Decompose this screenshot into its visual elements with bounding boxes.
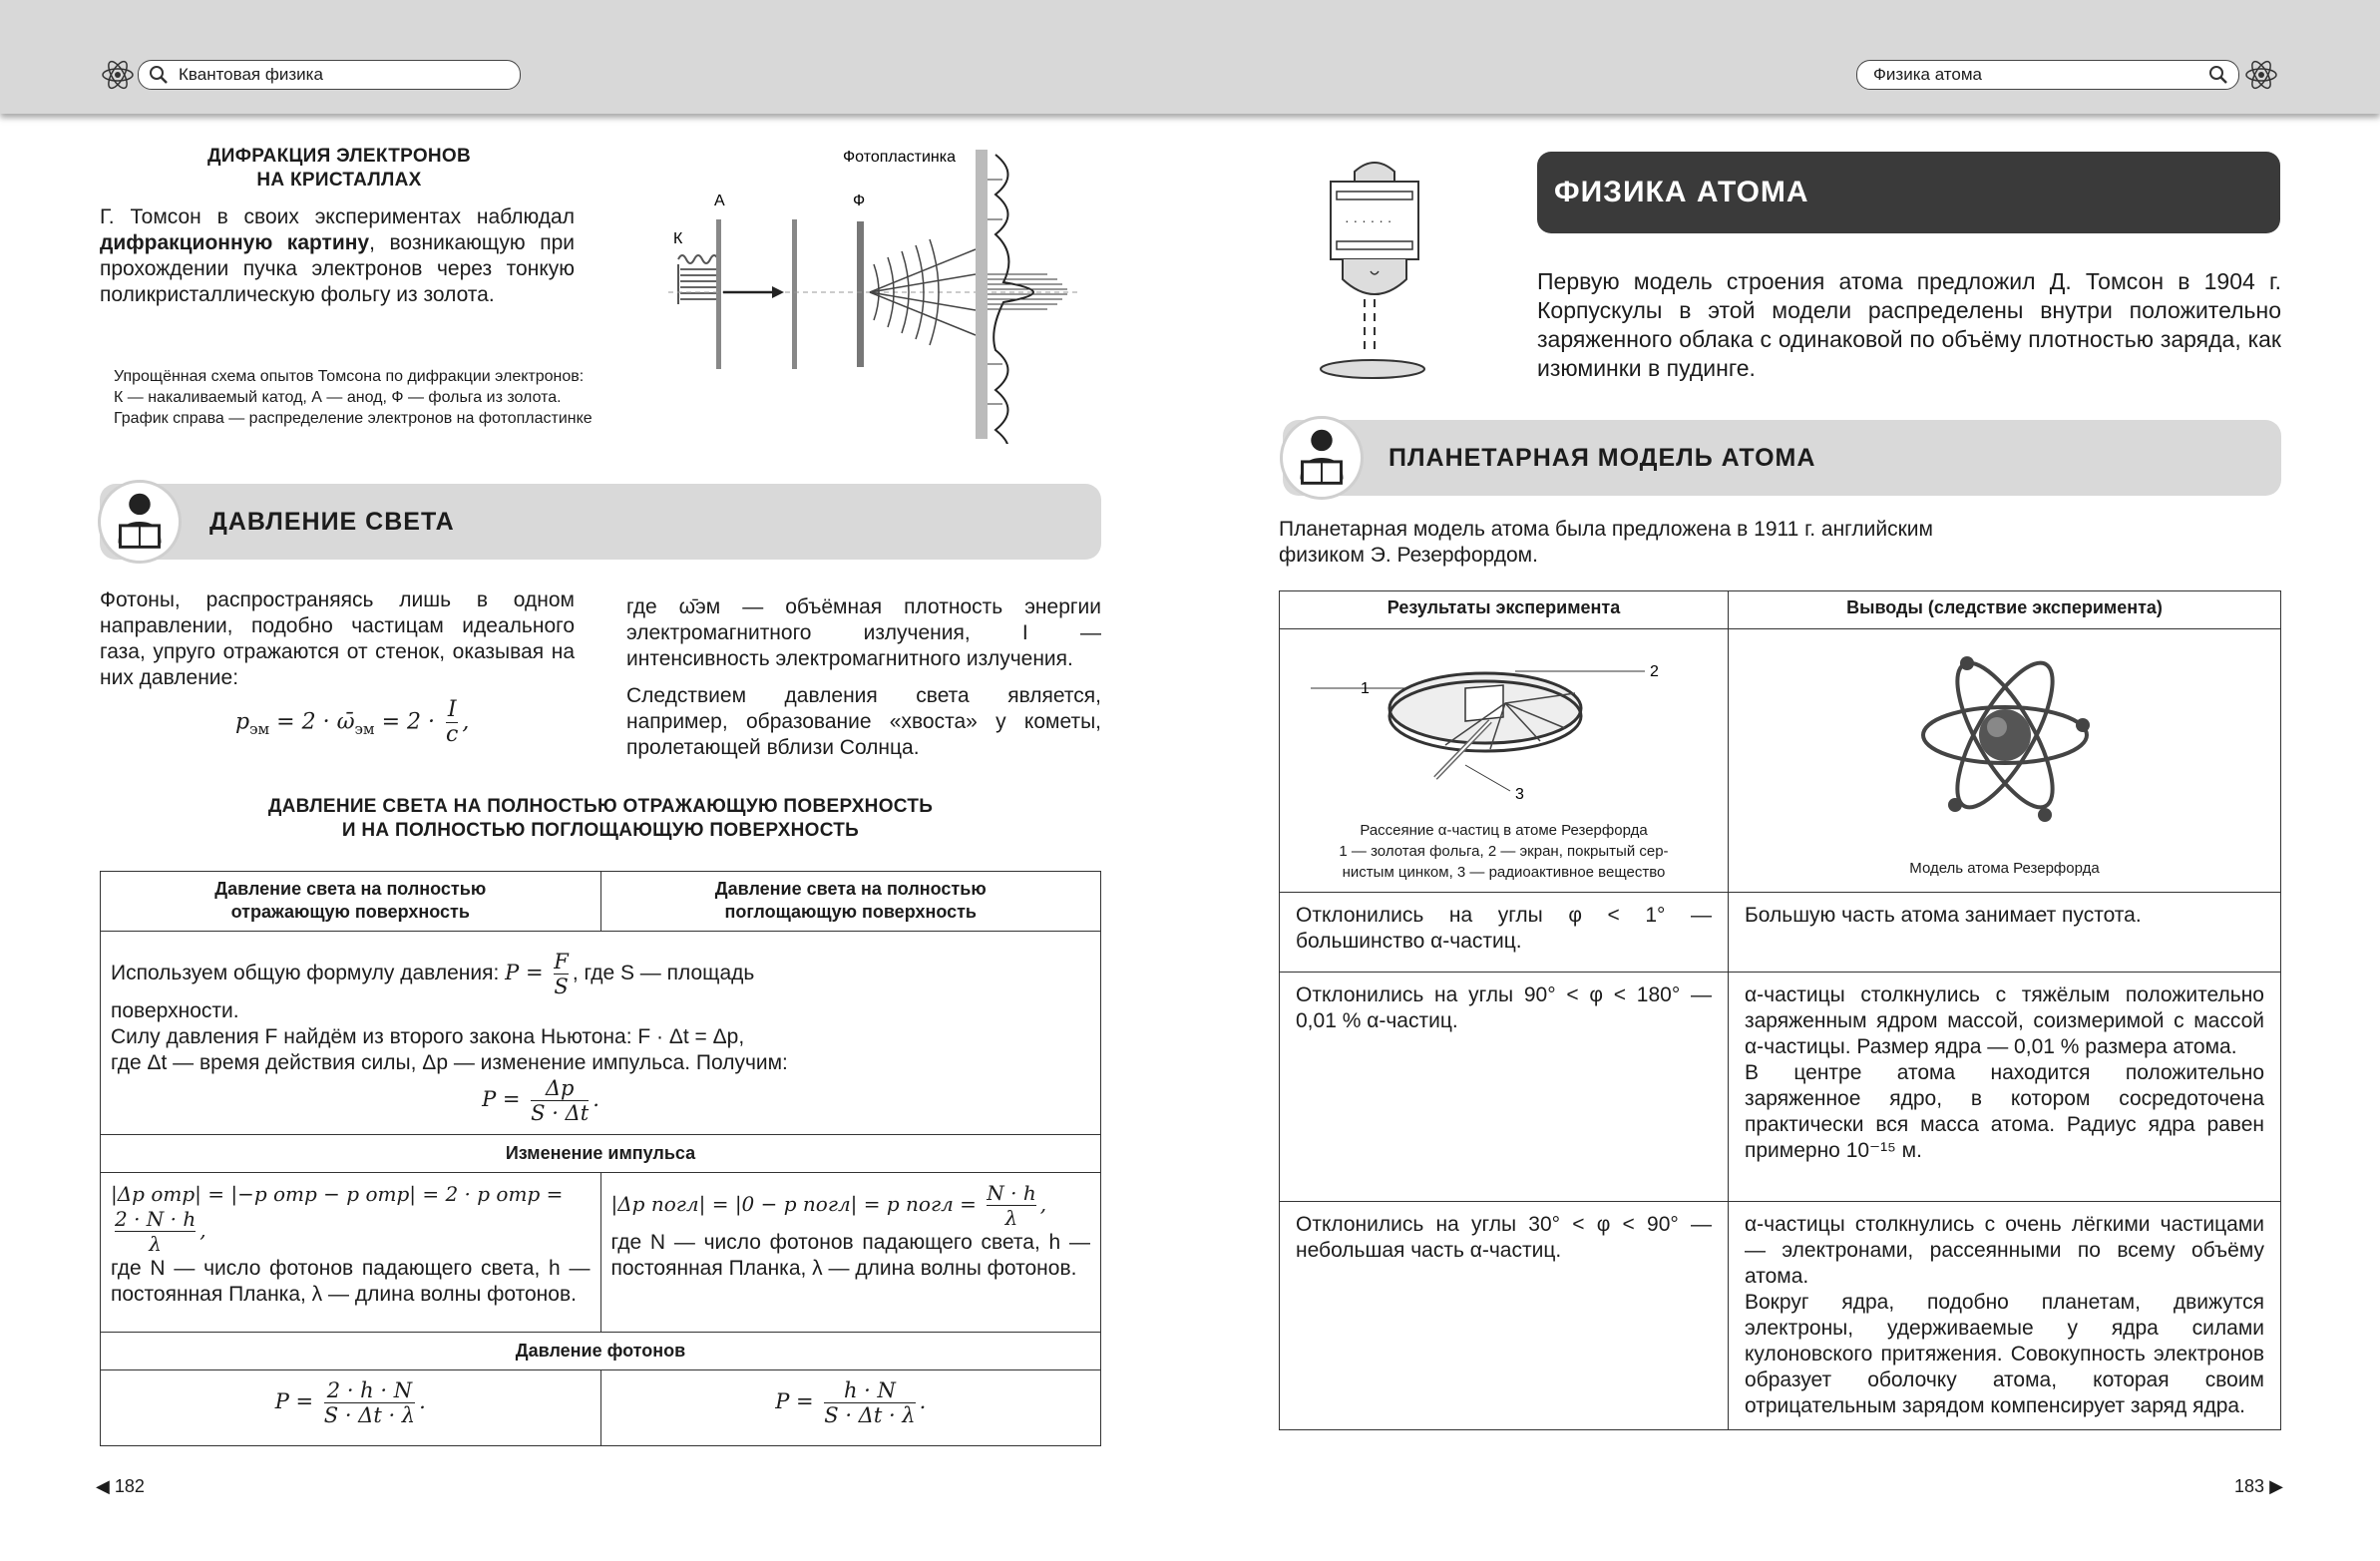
result-row-3-right: α-частицы столкнулись с очень лёгкими частицами — электронами, рассеянными по всему объёму атома. Вокруг ядра, подобно планетам, движутся электроны, удерживаемые у ядра силами кулоновского притяжения. Совокупность электронов образует оболочку атома, которая своим отрицательным зарядом компенсирует заряд ядра.	[1729, 1202, 2281, 1430]
absorb-pressure-cell: P = $\frac{h \cdot N}{S \cdot \Delta t \cdot \lambda}$ .	[600, 1370, 1101, 1446]
scattering-diagram	[1286, 633, 1721, 813]
scattering-figure-cell	[1280, 629, 1729, 893]
rutherford-atom-icon	[1915, 635, 2095, 855]
next-arrow-icon[interactable]: ▶	[2269, 1476, 2283, 1496]
table-header: Выводы (следствие эксперимента)	[1729, 591, 2281, 629]
right-search-text: Физика атома	[1873, 65, 1982, 84]
page-number-left[interactable]: ◀ 182	[96, 1476, 145, 1496]
light-pressure-para1: Фотоны, распространяясь лишь в одном направлении, подобно частицам идеального газа, упруго отражаются от стенок, оказывая на них давление:	[100, 588, 575, 689]
scattering-caption: Рассеяние α-частиц в атоме Резерфорда 1 — золотая фольга, 2 — экран, покрытый сер- нистым цинком, 3 — радиоактивное вещество	[1339, 822, 1669, 881]
light-pressure-para3: Следствием давления света является, например, образование «хвоста» у кометы, пролетающей вблизи Солнца.	[626, 684, 1101, 759]
search-icon	[149, 65, 169, 85]
pressure-table	[100, 871, 1101, 1446]
result-row-1-right: Большую часть атома занимает пустота.	[1729, 893, 2281, 973]
anode-label: А	[714, 193, 725, 209]
fig-label-2: 2	[1650, 663, 1659, 680]
prev-arrow-icon[interactable]: ◀	[96, 1476, 110, 1496]
general-formula-cell: Используем общую формулу давления: P = $\frac{F}{S}$ , где S — площадь поверхности. Силу давления F найдём из второго закона Ньютона: F · Δt = Δp, где Δt — время действия силы, Δp — изменение импульса. Получим: P = $\frac{\Delta p}{S \cdot \Delta t}$ .	[101, 932, 1101, 1135]
planetary-banner: ПЛАНЕТАРНАЯ МОДЕЛЬ АТОМА	[1283, 420, 2281, 496]
cathode-label: К	[673, 230, 683, 247]
table-header: Результаты эксперимента	[1280, 591, 1729, 629]
impulse-header: Изменение импульса	[101, 1135, 1101, 1173]
rutherford-table	[1279, 590, 2281, 1430]
thomson-intro: Первую модель строения атома предложил Д. Томсон в 1904 г. Корпускулы в этой модели распределены внутри положительно заряженного облака с одинаковой по объёму плотностью заряда, как изюминки в пудинге.	[1537, 268, 2281, 381]
page-number-right[interactable]: 183 ▶	[2234, 1476, 2283, 1496]
atom-physics-banner: ФИЗИКА АТОМА	[1537, 152, 2280, 233]
diffraction-diagram	[658, 140, 1107, 444]
reflect-impulse-cell: |Δp отр| = |−p отр − p отр| = 2 · p отр = $\frac{2 \cdot N \cdot h}{\lambda}$ , где N — число фотонов падающего света, h — постоянная Планка, λ — длина волны фотонов.	[101, 1173, 601, 1333]
reader-icon	[98, 480, 182, 564]
foil-label: Ф	[853, 193, 866, 209]
thomson-apparatus-diagram	[1315, 160, 1434, 384]
diffraction-title: ДИФРАКЦИЯ ЭЛЕКТРОНОВ НА КРИСТАЛЛАХ	[206, 146, 472, 191]
reflect-pressure-cell: P = $\frac{2 \cdot h \cdot N}{S \cdot \Delta t \cdot \lambda}$ .	[101, 1370, 601, 1446]
atom-icon	[101, 58, 135, 92]
left-search-text: Квантовая физика	[179, 65, 323, 84]
fig-label-1: 1	[1361, 680, 1370, 697]
light-pressure-banner	[100, 484, 1101, 560]
diffraction-text: Г. Томсон в своих экспериментах наблюдал дифракционную картину, возникающую при прохождении пучка электронов через тонкую поликристаллическую фольгу из золота.	[100, 205, 575, 306]
diffraction-caption: Упрощённая схема опытов Томсона по дифракции электронов: К — накаливаемый катод, А — анод, Ф — фольга из золота. График справа — распределение электронов на фотопластинке	[114, 368, 593, 427]
search-icon	[2208, 65, 2228, 85]
photon-pressure-header: Давление фотонов	[101, 1333, 1101, 1370]
table-header: Давление света на полностью отражающую поверхность	[101, 872, 601, 932]
atom-icon	[2244, 58, 2278, 92]
absorb-impulse-cell: |Δp погл| = |0 − p погл| = p погл = $\frac{N \cdot h}{\lambda}$ , где N — число фотонов падающего света, h — постоянная Планка, λ — длина волны фотонов.	[600, 1173, 1101, 1333]
planetary-text: Планетарная модель атома была предложена в 1911 г. английским физиком Э. Резерфордом.	[1279, 518, 1933, 567]
reader-icon	[1280, 416, 1364, 500]
atom-model-cell	[1729, 629, 2281, 893]
svg-text:· · · · · ·: · · · · · ·	[1345, 212, 1392, 228]
banner-title: ДАВЛЕНИЕ СВЕТА	[209, 508, 455, 536]
result-row-1-left: Отклонились на углы φ < 1° — большинство α-частиц.	[1280, 893, 1729, 973]
pressure-table-title: ДАВЛЕНИЕ СВЕТА НА ПОЛНОСТЬЮ ОТРАЖАЮЩУЮ ПОВЕРХНОСТЬ И НА ПОЛНОСТЬЮ ПОГЛОЩАЮЩУЮ ПОВЕРХНОСТЬ	[267, 796, 934, 841]
plate-label: Фотопластинка	[843, 149, 957, 166]
fig-label-3: 3	[1515, 786, 1524, 803]
atom-model-caption: Модель атома Резерфорда	[1909, 860, 2100, 877]
right-search-input[interactable]	[1856, 60, 2239, 90]
top-bar	[0, 0, 2380, 114]
result-row-3-left: Отклонились на углы 30° < φ < 90° — небольшая часть α-частиц.	[1280, 1202, 1729, 1430]
result-row-2-left: Отклонились на углы 90° < φ < 180° — 0,01 % α-частиц.	[1280, 973, 1729, 1202]
result-row-2-right: α-частицы столкнулись с тяжёлым положительно заряженным ядром массой, соизмеримой с массой α-частицы. Размер ядра — 0,01 % размера атома. В центре атома находится положительно заряженное ядро, в котором сосредоточена практически вся масса атома. Радиус ядра равен примерно 10⁻¹⁵ м.	[1729, 973, 2281, 1202]
left-search-input[interactable]	[138, 60, 521, 90]
light-pressure-formula: $p_{эм} = 2$ · $\omegā_{эм} = 2$ · $\frac{I}{c}$ ,	[235, 697, 470, 747]
table-header: Давление света на полностью поглощающую поверхность	[600, 872, 1101, 932]
light-pressure-para2: где ω̄эм — объёмная плотность энергии электромагнитного излучения, I — интенсивность электромагнитного излучения.	[626, 595, 1101, 670]
